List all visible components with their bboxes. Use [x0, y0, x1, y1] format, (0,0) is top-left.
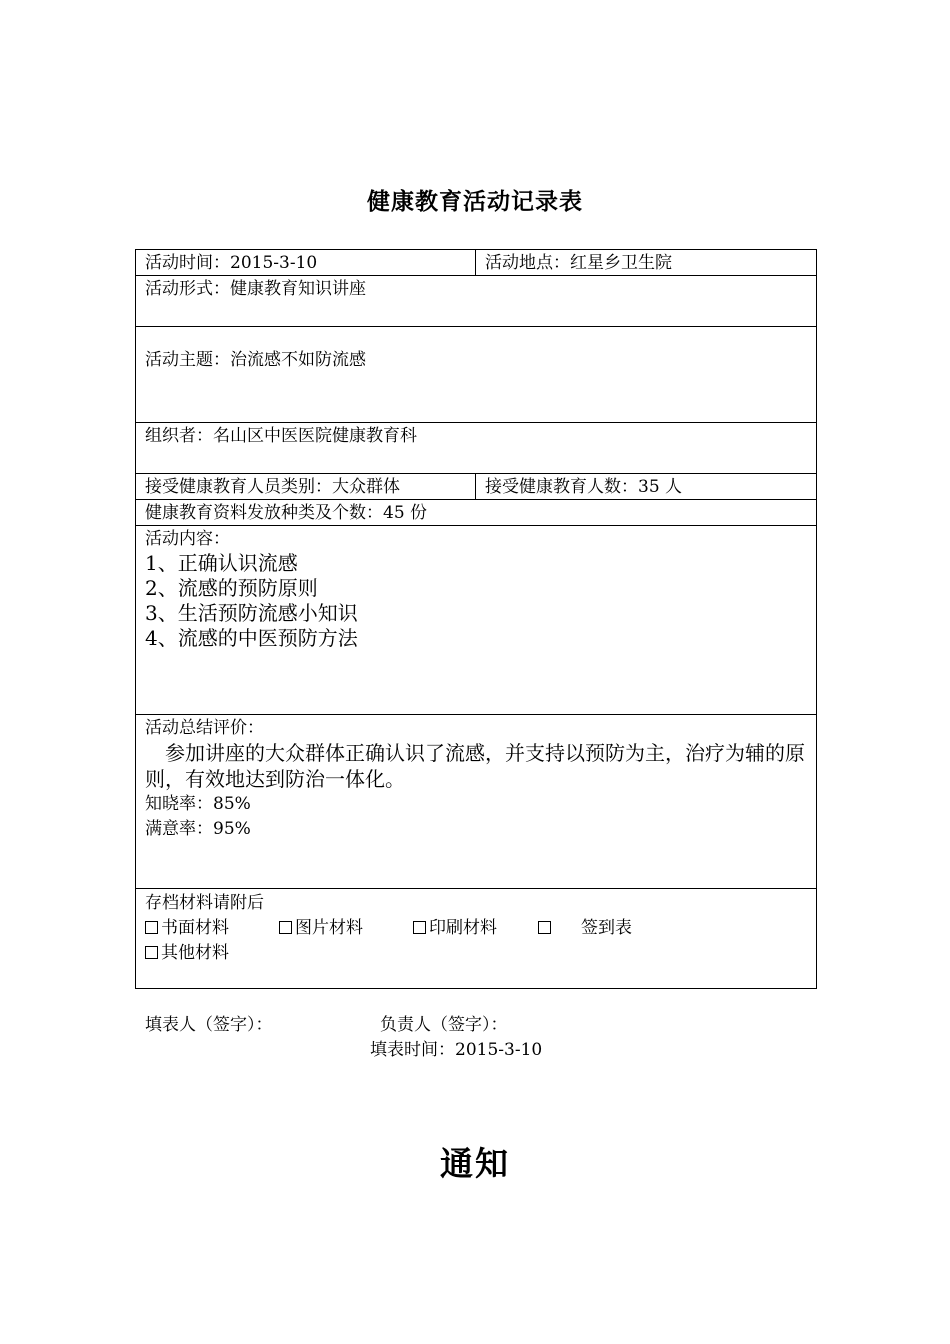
activity-form: 活动形式：健康教育知识讲座 [136, 276, 817, 327]
activity-theme: 活动主题：治流感不如防流感 [145, 350, 366, 370]
attachment-other-row [145, 941, 807, 966]
content-item: 4、流感的中医预防方法 [145, 626, 358, 650]
archive-cell [136, 889, 817, 989]
awareness-rate: 知晓率：85% [145, 794, 251, 814]
attachment-other[interactable]: 其他材料 [145, 941, 229, 966]
attachment-picture[interactable]: 图片材料 [279, 916, 413, 941]
summary-cell [136, 715, 817, 889]
checkbox-icon[interactable] [538, 921, 551, 934]
filler-signature: 填表人（签字）： [145, 1015, 273, 1035]
summary-text: 参加讲座的大众群体正确认识了流感，并支持以预防为主，治疗为辅的原则，有效地达到防治一体化。 [145, 741, 805, 791]
content-item: 2、流感的预防原则 [145, 576, 318, 600]
attachment-printed[interactable]: 印刷材料 [413, 916, 538, 941]
materials-count: 健康教育资料发放种类及个数：45 份 [136, 500, 817, 526]
activity-content-cell [136, 526, 817, 715]
attachment-options [145, 916, 807, 941]
checkbox-icon[interactable] [145, 921, 158, 934]
checkbox-icon[interactable] [279, 921, 292, 934]
organizer: 组织者：名山区中医医院健康教育科 [136, 423, 817, 474]
activity-theme-cell [136, 327, 817, 423]
activity-time: 活动时间：2015-3-10 [136, 250, 476, 276]
content-item: 3、生活预防流感小知识 [145, 601, 358, 625]
responsible-signature: 负责人（签字）： [380, 1015, 508, 1035]
audience-type: 接受健康教育人员类别：大众群体 [136, 474, 476, 500]
fill-time: 填表时间：2015-3-10 [370, 1040, 543, 1060]
summary-label: 活动总结评价： [145, 718, 264, 738]
archive-label: 存档材料请附后 [145, 893, 264, 913]
attachment-written[interactable]: 书面材料 [145, 916, 279, 941]
record-table [135, 249, 817, 989]
audience-count: 接受健康教育人数：35 人 [476, 474, 817, 500]
content-item: 1、正确认识流感 [145, 551, 298, 575]
page-title: 健康教育活动记录表 [367, 188, 583, 215]
attachment-signin[interactable]: 签到表 [538, 916, 632, 941]
notice-title: 通知 [440, 1144, 510, 1183]
checkbox-icon[interactable] [145, 946, 158, 959]
checkbox-icon[interactable] [413, 921, 426, 934]
satisfaction-rate: 满意率：95% [145, 819, 251, 839]
activity-place: 活动地点：红星乡卫生院 [476, 250, 817, 276]
content-label: 活动内容： [145, 529, 230, 549]
